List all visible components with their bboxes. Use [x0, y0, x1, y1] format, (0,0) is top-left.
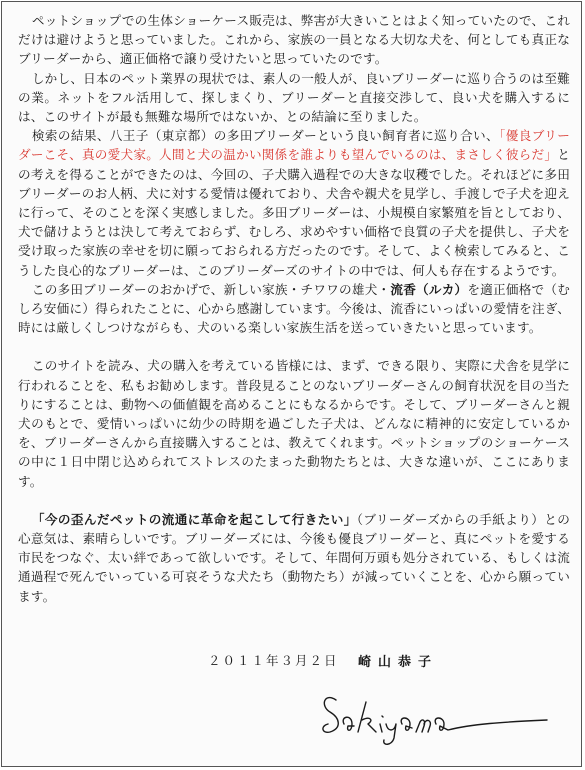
paragraph-3-end: との考えを得ることができたのは、今回の、子犬購入過程での大きな収穫でした。それほどに多田ブリーダーのお人柄、犬に対する愛情は優れており、犬舎や親犬を見学し、手渡しで子犬を迎えに行って、そのことを深く実感しました。多田ブリーダーは、小規模自家繁殖を旨としており、犬で儲けようとは決して考えておらず、むしろ、求めやすい価格で良質の子犬を提供し、子犬を受け取った家族の幸せを切に願っておられる方だったのです。そして、よく検索してみると、こうした良心的なブリーダーは、このブリーダーズのサイトの中では、何人も存在するようです。 — [18, 147, 570, 278]
author-name: 崎山恭子 — [358, 655, 439, 670]
breeders-quote: 「今の歪んだペットの流通に革命を起こして行きたい」 — [31, 511, 357, 527]
letter-page — [1, 1, 582, 767]
paragraph-4 — [18, 280, 570, 338]
paragraph-3-start: 検索の結果、八王子（東京都）の多田ブリーダーという良い飼育者に巡り合い、 — [31, 128, 500, 144]
dog-name: 流香（ルカ） — [390, 281, 468, 297]
paragraph-1: ペットショップでの生体ショーケース販売は、弊害が大きいことはよく知っていたので、これだけは避けようと思っていました。これから、家族の一員となる大切な犬を、何としても真正なブリーダーから、適正価格で譲り受けたいと思っていたのです。 — [18, 13, 570, 67]
paragraph-5: このサイトを読み、犬の購入を考えている皆様には、まず、できる限り、実際に犬舎を見学に行われることを、私もお勧めします。普段見ることのないブリーダーさんの飼育状況を目の当たりにすることは、動物への価値観を高めることにもなるからです。そして、ブリーダーさんと親犬のもとで、愛情いっぱいに幼少の時期を過ごした子犬は、どんなに精神的に安定しているかを、ブリーダーさんから直接購入することは、教えてくれます。ペットショップのショーケースの中に１日中閉じ込められてストレスのたまった動物たちとは、大きな違いが、ここにあります。 — [18, 358, 570, 489]
paragraph-6 — [18, 510, 570, 606]
paragraph-3 — [18, 126, 570, 280]
paragraph-4-end: を適正価格で（むしろ安価に）得られたことに、心から感謝しています。今後は、流香にいっぱいの愛情を注ぎ、時には厳しくしつけながらも、犬のいる楽しい家族生活を送っていきたいと思っています。 — [18, 281, 570, 336]
paragraph-6-body: （ブリーダーズからの手紙より）との心意気は、素晴らしいです。ブリーダーズには、今後も優良ブリーダーと、真にペットを愛する市民をつなぐ、太い絆であって欲しいです。そして、年間何万頭も処分されている、もしくは流通過程で死んでいっている可哀そうな犬たち（動物たち）が減っていくことを、心から願っています。 — [18, 511, 571, 604]
spacer — [18, 491, 570, 510]
handwritten-signature — [322, 680, 552, 750]
paragraph-2: しかし、日本のペット業界の現状では、素人の一般人が、良いブリーダーに巡り合うのは至難の業。ネットをフル活用して、探しまくり、ブリーダーと直接交渉して、良い犬を購入するには、このサイトが最も無難な場所ではないか、との結論に至りました。 — [18, 70, 570, 125]
signature-row — [2, 647, 583, 671]
paragraph-4-start: この多田ブリーダーのおかげで、新しい家族・チワワの雄犬・ — [31, 281, 391, 297]
spacer — [18, 337, 570, 356]
letter-date: ２０１１年３月２日 — [208, 653, 339, 668]
highlighted-quote: 「優良ブリーダーこそ、真の愛犬家。人間と犬の温かい関係を誰よりも望んでいるのは、まさしく彼らだ」 — [18, 128, 570, 163]
letter-body — [18, 11, 570, 606]
